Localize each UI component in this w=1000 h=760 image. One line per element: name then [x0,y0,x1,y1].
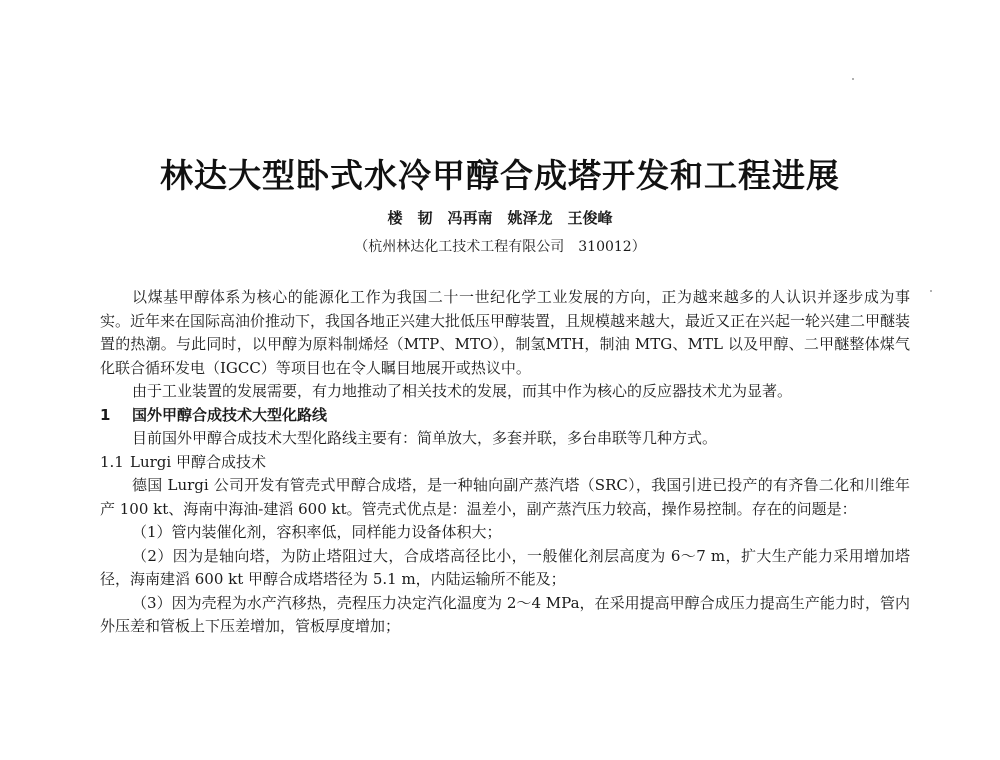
section-1-1-paragraph: 德国 Lurgi 公司开发有管壳式甲醇合成塔，是一种轴向副产蒸汽塔（SRC），我国引进已投产的有齐鲁二化和川维年产 100 kt、海南中海油-建滔 600 kt。管壳式优点是：温差小，副产蒸汽压力较高，操作易控制。存在的问题是： [100,476,910,518]
section-1-paragraph: 目前国外甲醇合成技术大型化路线主要有：简单放大，多套并联，多台串联等几种方式。 [132,429,718,447]
article-body [100,286,910,639]
list-item-2: （2）因为是轴向塔，为防止塔阻过大，合成塔高径比小，一般催化剂层高度为 6～7 m，扩大生产能力采用增加塔径，海南建滔 600 kt 甲醇合成塔塔径为 5.1 m，内陆运输所不能及； [100,546,910,588]
list-item-3: （3）因为壳程为水产汽移热，壳程压力决定汽化温度为 2～4 MPa，在采用提高甲醇合成压力提高生产能力时，管内外压差和管板上下压差增加，管板厚度增加； [100,593,910,635]
section-1-number: 1 [100,405,111,424]
section-1-1-number: 1.1 [100,452,124,471]
section-1-title: 国外甲醇合成技术大型化路线 [132,405,328,424]
section-1-1-title: Lurgi 甲醇合成技术 [130,452,266,471]
intro-paragraph-2: 由于工业装置的发展需要，有力地推动了相关技术的发展，而其中作为核心的反应器技术尤为显著。 [132,382,793,400]
section-1-heading [100,404,910,428]
section-1-1-heading [100,451,910,475]
intro-paragraph-1: 以煤基甲醇体系为核心的能源化工作为我国二十一世纪化学工业发展的方向，正为越来越多的人认识并逐步成为事实。近年来在国际高油价推动下，我国各地正兴建大批低压甲醇装置，且规模越来越大，最近又正在兴起一轮兴建二甲醚装置的热潮。与此同时，以甲醇为原料制烯烃（MTP、MTO），制氢MTH，制油 MTG、MTL 以及甲醇、二甲醚整体煤气化联合循环发电（IGCC）等项目也在令人瞩目地展开或热议中。 [100,288,911,377]
article-title: 林达大型卧式水冷甲醇合成塔开发和工程进展 [160,156,840,195]
author-list: 楼 韧 冯再南 姚泽龙 王俊峰 [387,209,613,227]
author-affiliation: （杭州林达化工技术工程有限公司 310012） [354,239,646,255]
list-item-1: （1）管内装催化剂，容积率低，同样能力设备体积大； [132,523,502,541]
scan-speck [930,290,932,292]
scan-speck [852,78,854,80]
